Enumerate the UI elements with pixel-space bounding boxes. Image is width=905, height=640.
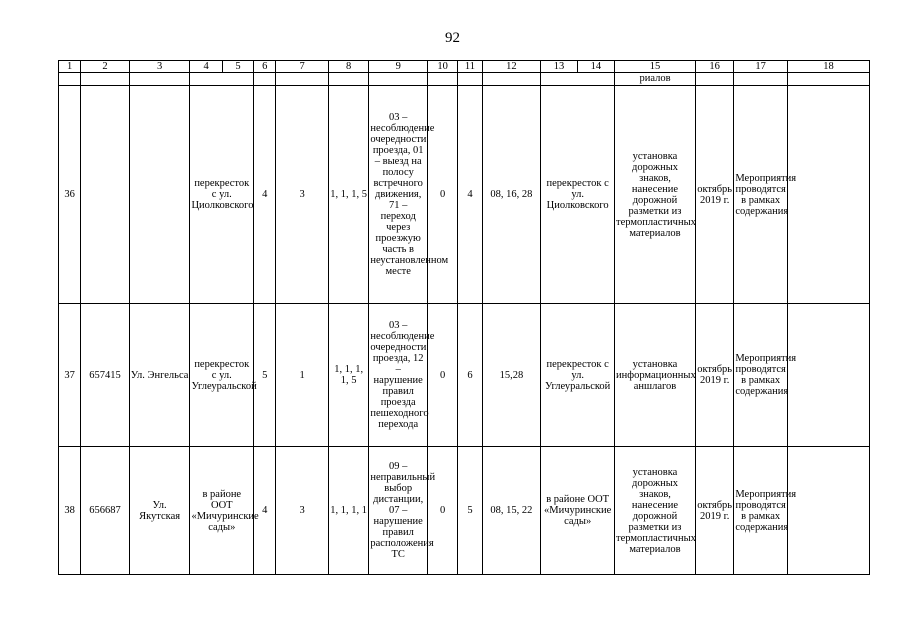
street-cell <box>129 86 190 304</box>
codes-cell: 1, 1, 1, 5 <box>328 86 368 304</box>
count-cell: 0 <box>428 304 458 447</box>
row-number-cell: 36 <box>59 86 81 304</box>
col-number: 16 <box>695 61 733 73</box>
code-cell: 656687 <box>81 447 130 575</box>
col-number: 11 <box>458 61 482 73</box>
col-number: 17 <box>734 61 788 73</box>
col-number: 6 <box>254 61 276 73</box>
measures-cell: установка дорожных знаков, нанесение дорожной разметки из термопластичных материалов <box>615 86 696 304</box>
col-number: 1 <box>59 61 81 73</box>
violations-cell: 03 – несоблюдение очередности проезда, 12 – нарушение правил проезда пешеходного перехода <box>369 304 428 447</box>
col-number: 4 <box>190 61 222 73</box>
street-cell: Ул. Якутская <box>129 447 190 575</box>
count-cell: 0 <box>428 447 458 575</box>
measures-cell: установка информационных аншлагов <box>615 304 696 447</box>
count-cell: 3 <box>276 86 329 304</box>
column-number-row <box>59 61 870 73</box>
col-number: 14 <box>577 61 614 73</box>
col-number: 3 <box>129 61 190 73</box>
location-cell: перекресток с ул. Циолковского <box>190 86 254 304</box>
count-cell: 4 <box>458 86 482 304</box>
table-row <box>59 86 870 304</box>
incident-table <box>58 60 870 575</box>
code-cell <box>81 86 130 304</box>
col-number: 7 <box>276 61 329 73</box>
empty-cell <box>787 304 869 447</box>
codes-cell: 08, 15, 22 <box>482 447 541 575</box>
row-number-cell: 37 <box>59 304 81 447</box>
violations-cell: 09 – неправильный выбор дистанции, 07 – нарушение правил расположения ТС <box>369 447 428 575</box>
col-number: 2 <box>81 61 130 73</box>
date-cell: октябрь 2019 г. <box>695 304 733 447</box>
count-cell: 6 <box>458 304 482 447</box>
place-cell: перекресток с ул. Циолковского <box>541 86 615 304</box>
col-number: 18 <box>787 61 869 73</box>
codes-cell: 1, 1, 1, 1, 5 <box>328 304 368 447</box>
col-number: 15 <box>615 61 696 73</box>
count-cell: 5 <box>254 304 276 447</box>
col-number: 13 <box>541 61 577 73</box>
violations-cell: 03 – несоблюдение очередности проезда, 01 – выезд на полосу встречного движения, 71 – переход через проезжую часть в неустановленном месте <box>369 86 428 304</box>
measures-cell: установка дорожных знаков, нанесение дорожной разметки из термопластичных материалов <box>615 447 696 575</box>
place-cell: в районе ООТ «Мичуринские сады» <box>541 447 615 575</box>
date-cell: октябрь 2019 г. <box>695 447 733 575</box>
empty-cell <box>787 447 869 575</box>
row-number-cell: 38 <box>59 447 81 575</box>
measures-cell: риалов <box>615 73 696 86</box>
page-number: 92 <box>445 30 460 46</box>
code-cell: 657415 <box>81 304 130 447</box>
codes-cell: 08, 16, 28 <box>482 86 541 304</box>
count-cell: 3 <box>276 447 329 575</box>
col-number: 5 <box>222 61 253 73</box>
count-cell: 0 <box>428 86 458 304</box>
codes-cell: 15,28 <box>482 304 541 447</box>
codes-cell: 1, 1, 1, 1 <box>328 447 368 575</box>
col-number: 8 <box>328 61 368 73</box>
place-cell: перекресток с ул. Углеуральской <box>541 304 615 447</box>
col-number: 10 <box>428 61 458 73</box>
location-cell: перекресток с ул. Углеуральской <box>190 304 254 447</box>
date-cell: октябрь 2019 г. <box>695 86 733 304</box>
count-cell: 4 <box>254 447 276 575</box>
col-number: 12 <box>482 61 541 73</box>
continuation-row <box>59 73 870 86</box>
count-cell: 5 <box>458 447 482 575</box>
table-row <box>59 447 870 575</box>
note-cell: Мероприятия проводятся в рамках содержания <box>734 447 788 575</box>
location-cell: в районе ООТ «Мичуринские сады» <box>190 447 254 575</box>
note-cell: Мероприятия проводятся в рамках содержания <box>734 86 788 304</box>
empty-cell <box>787 86 869 304</box>
count-cell: 1 <box>276 304 329 447</box>
table-row <box>59 304 870 447</box>
street-cell: Ул. Энгельса <box>129 304 190 447</box>
count-cell: 4 <box>254 86 276 304</box>
col-number: 9 <box>369 61 428 73</box>
note-cell: Мероприятия проводятся в рамках содержания <box>734 304 788 447</box>
